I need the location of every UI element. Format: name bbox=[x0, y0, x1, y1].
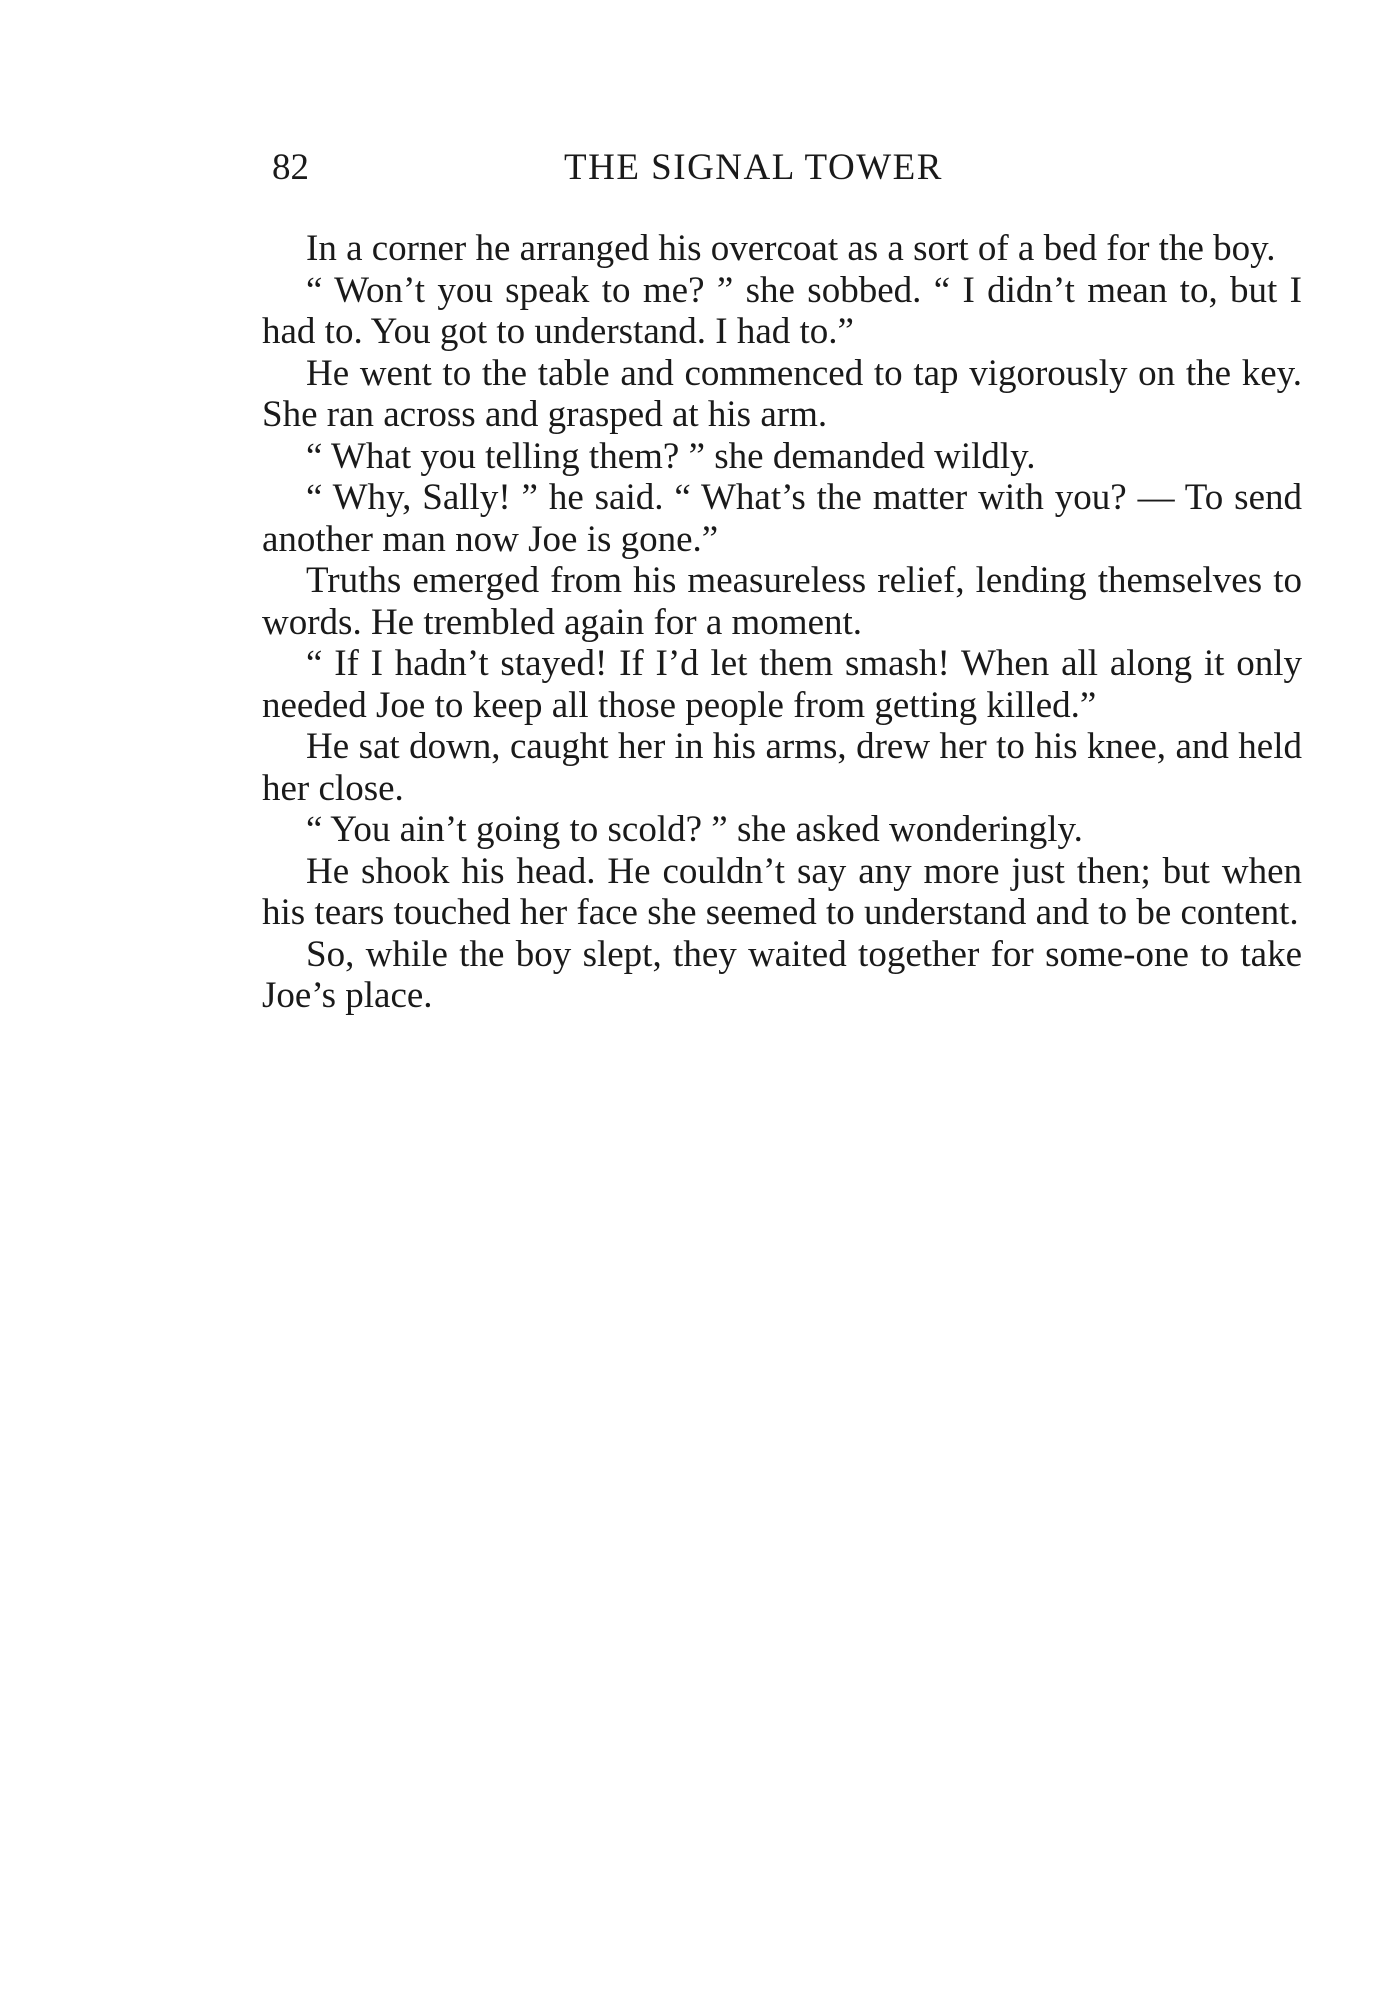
running-title: THE SIGNAL TOWER bbox=[564, 147, 943, 188]
paragraph: So, while the boy slept, they waited together for some-one to take Joe’s place. bbox=[262, 933, 1302, 1016]
paragraph: “ What you telling them? ” she demanded wildly. bbox=[306, 435, 1036, 477]
paragraph: He sat down, caught her in his arms, drew her to his knee, and held her close. bbox=[262, 726, 1302, 809]
paragraph: “ You ain’t going to scold? ” she asked wonderingly. bbox=[306, 809, 1083, 850]
paragraph: He shook his head. He couldn’t say any more just then; but when his tears touched her face she seemed to understand and to be content. bbox=[262, 850, 1302, 933]
body-text bbox=[262, 228, 1302, 1017]
paragraph: In a corner he arranged his overcoat as a sort of a bed for the boy. bbox=[306, 228, 1276, 269]
paragraph: He went to the table and commenced to tap vigorously on the key. She ran across and grasped at his arm. bbox=[262, 352, 1302, 435]
paragraph: “ If I hadn’t stayed! If I’d let them smash! When all along it only needed Joe to keep all those people from getting killed.” bbox=[262, 643, 1302, 726]
page-number: 82 bbox=[272, 147, 309, 188]
running-head bbox=[272, 144, 1312, 192]
paragraph: “ Why, Sally! ” he said. “ What’s the matter with you? — To send another man now Joe is gone.” bbox=[262, 477, 1302, 560]
paragraph: “ Won’t you speak to me? ” she sobbed. “ I didn’t mean to, but I had to. You got to understand. I had to.” bbox=[262, 269, 1302, 352]
paragraph: Truths emerged from his measureless relief, lending themselves to words. He trembled again for a moment. bbox=[262, 560, 1302, 643]
